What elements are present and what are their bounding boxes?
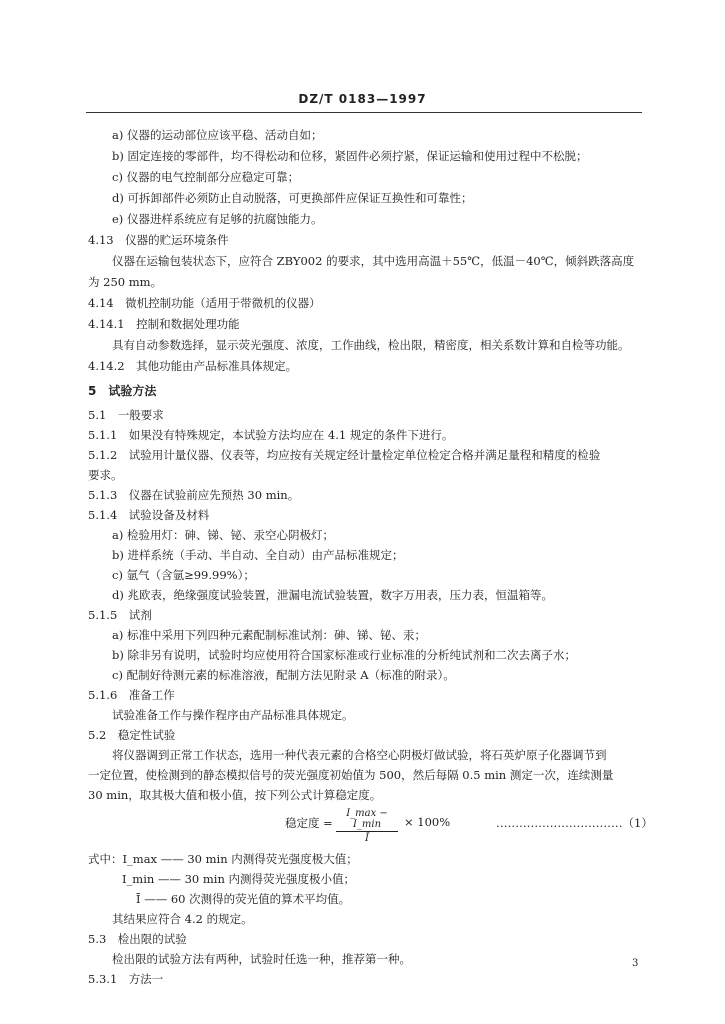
section-heading: 5.1.4 试验设备及材料: [88, 508, 210, 522]
text-line: c) 仪器的电气控制部分应稳定可靠；: [112, 170, 300, 184]
text-line: 其结果应符合 4.2 的规定。: [112, 912, 253, 926]
text-line: 5.1.3 仪器在试验前应先预热 30 min。: [88, 488, 300, 502]
text-line: c) 氩气（含氩≥99.99%）；: [112, 568, 255, 582]
section-heading: 4.14 微机控制功能（适用于带微机的仪器）: [88, 296, 321, 310]
text-line: a) 检验用灯：砷、锑、铋、汞空心阴极灯；: [112, 528, 334, 542]
section-heading: 4.14.2 其他功能由产品标准具体规定。: [88, 359, 298, 373]
text-line: 将仪器调到正常工作状态，选用一种代表元素的合格空心阴极灯做试验，将石英炉原子化器调节到: [112, 748, 607, 762]
text-line: 一定位置，使检测到的静态模拟信号的荧光强度初始值为 500，然后每隔 0.5 min 测定一次，连续测量: [88, 768, 614, 782]
text-line: c) 配制好待测元素的标准溶液，配制方法见附录 A（标准的附录）。: [112, 668, 455, 682]
equation-number: ……………………………（1）: [496, 816, 653, 830]
formula-fraction: [336, 808, 398, 844]
page-header: DZ/T 0183—1997: [298, 92, 427, 106]
variable-definition: 式中：I_max —— 30 min 内测得荧光强度极大值；: [88, 852, 358, 866]
text-line: 要求。: [88, 468, 123, 482]
stability-formula: [240, 808, 660, 844]
text-line: 30 min，取其极大值和极小值，按下列公式计算稳定度。: [88, 788, 382, 802]
formula-denominator: Ī: [365, 833, 369, 844]
formula-times: × 100%: [404, 815, 451, 829]
text-line: e) 仪器进样系统应有足够的抗腐蚀能力。: [112, 212, 323, 226]
header-rule: [86, 112, 642, 113]
section-heading: 5.1.5 试剂: [88, 608, 152, 622]
variable-definition: Ī —— 60 次测得的荧光值的算术平均值。: [136, 892, 351, 906]
variable-definition: I_min —— 30 min 内测得荧光强度极小值；: [122, 872, 356, 886]
chapter-heading: 5 试验方法: [88, 384, 157, 398]
section-heading: 5.1.6 准备工作: [88, 688, 175, 702]
text-line: 为 250 mm。: [88, 275, 163, 289]
section-heading: 5.3 检出限的试验: [88, 932, 187, 946]
text-line: a) 标准中采用下列四种元素配制标准试剂：砷、锑、铋、汞；: [112, 628, 426, 642]
text-line: 5.1.1 如果没有特殊规定，本试验方法均应在 4.1 规定的条件下进行。: [88, 428, 454, 442]
section-heading: 5.1 一般要求: [88, 408, 164, 422]
page-number: 3: [632, 958, 639, 969]
text-line: d) 兆欧表，绝缘强度试验装置，泄漏电流试验装置，数字万用表，压力表，恒温箱等。: [112, 588, 553, 602]
text-line: d) 可拆卸部件必须防止自动脱落，可更换部件应保证互换性和可靠性；: [112, 191, 473, 205]
section-heading: 5.2 稳定性试验: [88, 728, 176, 742]
text-line: b) 进样系统（手动、半自动、全自动）由产品标准规定；: [112, 548, 404, 562]
text-line: 5.1.2 试验用计量仪器、仪表等，均应按有关规定经计量检定单位检定合格并满足量程和精度的检验: [88, 448, 601, 462]
text-line: b) 固定连接的零部件，均不得松动和位移，紧固件必须拧紧，保证运输和使用过程中不松脱；: [112, 149, 588, 163]
text-line: a) 仪器的运动部位应该平稳、活动自如；: [112, 128, 323, 142]
section-heading: 5.3.1 方法一: [88, 972, 164, 986]
formula-numerator: I_max − I_min: [336, 808, 398, 832]
text-line: 仪器在运输包装状态下，应符合 ZBY002 的要求，其中选用高温＋55℃，低温－40℃，倾斜跌落高度: [112, 254, 635, 268]
text-line: 试验准备工作与操作程序由产品标准具体规定。: [112, 708, 354, 722]
text-line: 具有自动参数选择，显示荧光强度、浓度，工作曲线，检出限，精密度，相关系数计算和自检等功能。: [112, 338, 630, 352]
section-heading: 4.14.1 控制和数据处理功能: [88, 317, 240, 331]
section-heading: 4.13 仪器的贮运环境条件: [88, 233, 229, 247]
formula-label: 稳定度 =: [285, 816, 333, 830]
text-line: 检出限的试验方法有两种，试验时任选一种，推荐第一种。: [112, 952, 411, 966]
text-line: b) 除非另有说明，试验时均应使用符合国家标准或行业标准的分析纯试剂和二次去离子水；: [112, 648, 576, 662]
